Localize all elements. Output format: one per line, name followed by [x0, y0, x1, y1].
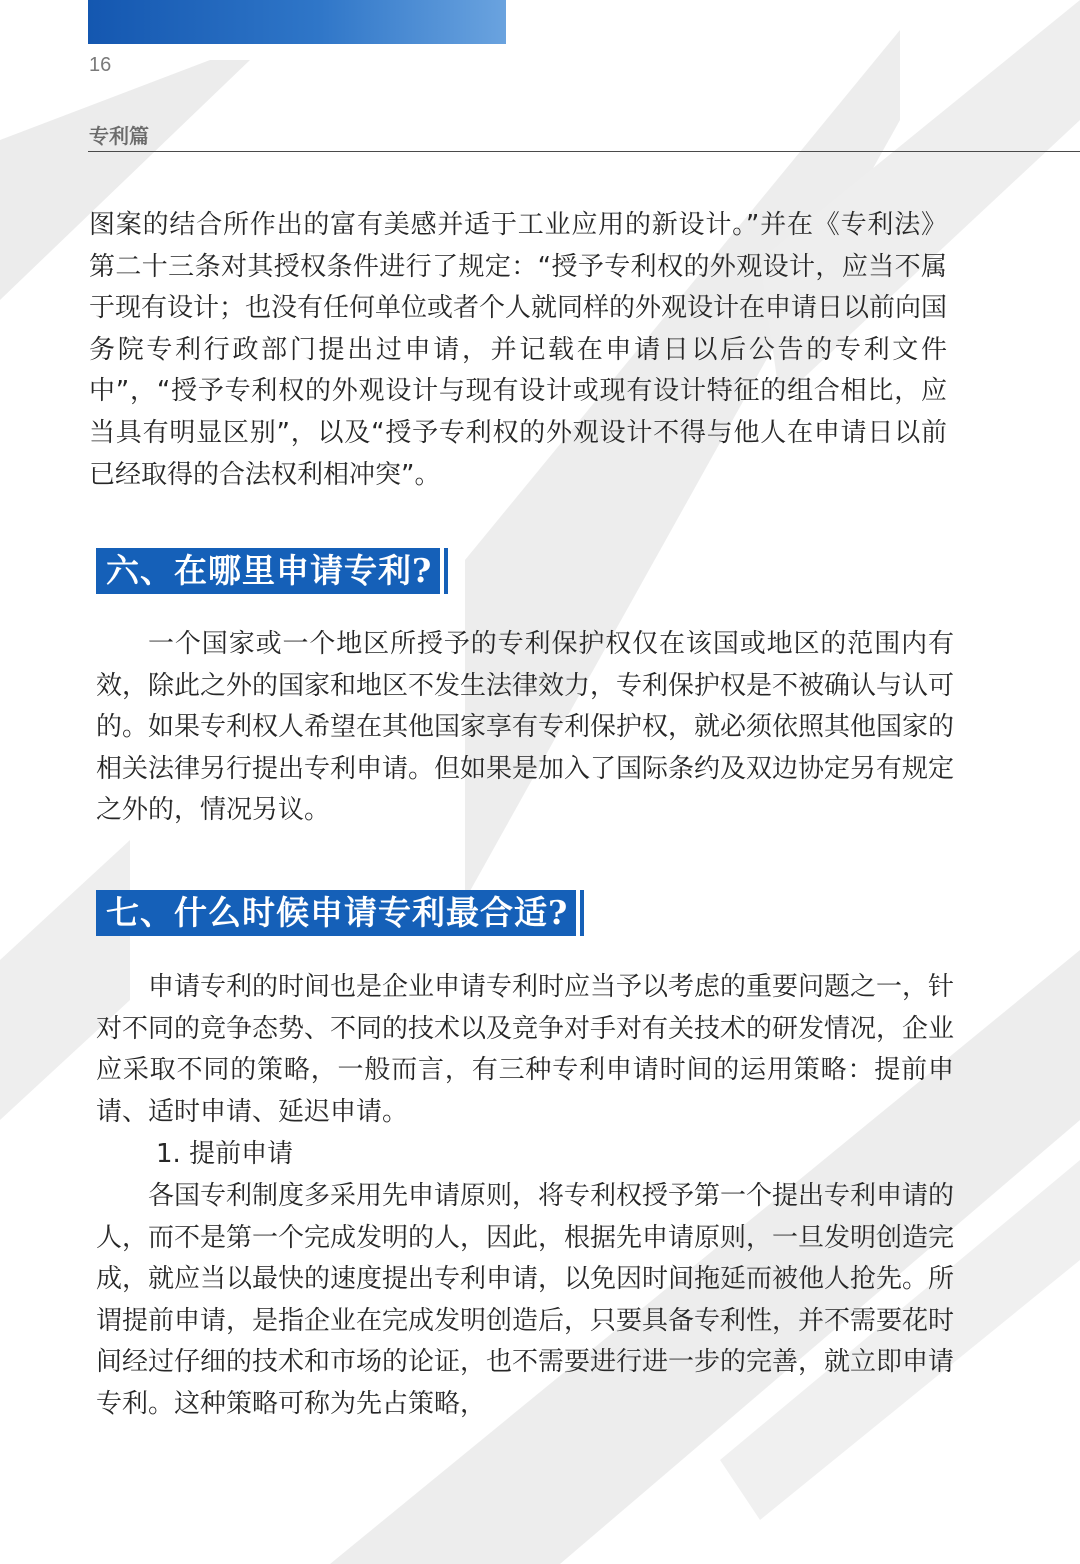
- section6-heading-bar: [444, 548, 448, 594]
- section-label: 专利篇: [89, 124, 149, 148]
- section7-paragraph: 申请专利的时间也是企业申请专利时应当予以考虑的重要问题之一，针对不同的竞争态势、不同的技术以及竞争对手对有关技术的研发情况，企业应采取不同的策略，一般而言，有三种专利申请时间的运用策略：提前申请、适时申请、延迟申请。: [96, 972, 955, 1127]
- section6-heading: [96, 548, 448, 594]
- page-number: 16: [89, 54, 112, 76]
- item1-label: 1. 提前申请: [156, 1139, 294, 1169]
- item1-paragraph: 各国专利制度多采用先申请原则，将专利权授予第一个提出专利申请的人，而不是第一个完成发明的人，因此，根据先申请原则，一旦发明创造完成，就应当以最快的速度提出专利申请，以免因时间拖延而被他人抢先。所谓提前申请，是指企业在完成发明创造后，只要具备专利性，并不需要花时间经过仔细的技术和市场的论证，也不需要进行进一步的完善，就立即申请专利。这种策略可称为先占策略，: [96, 1181, 955, 1419]
- section6-paragraph: 一个国家或一个地区所授予的专利保护权仅在该国或地区的范围内有效，除此之外的国家和地区不发生法律效力，专利保护权是不被确认与认可的。如果专利权人希望在其他国家享有专利保护权，就必须依照其他国家的相关法律另行提出专利申请。但如果是加入了国际条约及双边协定另有规定之外的，情况另议。: [96, 629, 955, 826]
- section7-heading-bar: [580, 890, 584, 936]
- section7-heading-text: 七、什么时候申请专利最合适?: [96, 890, 576, 936]
- intro-paragraph: 图案的结合所作出的富有美感并适于工业应用的新设计。”并在《专利法》第二十三条对其授权条件进行了规定：“授予专利权的外观设计，应当不属于现有设计；也没有任何单位或者个人就同样的外观设计在申请日以前向国务院专利行政部门提出过申请，并记载在申请日以后公告的专利文件中”，“授予专利权的外观设计与现有设计或现有设计特征的组合相比，应当具有明显区别”，以及“授予专利权的外观设计不得与他人在申请日以前已经取得的合法权利相冲突”。: [89, 210, 948, 490]
- section6-heading-text: 六、在哪里申请专利?: [96, 548, 440, 594]
- section7-heading: [96, 890, 584, 936]
